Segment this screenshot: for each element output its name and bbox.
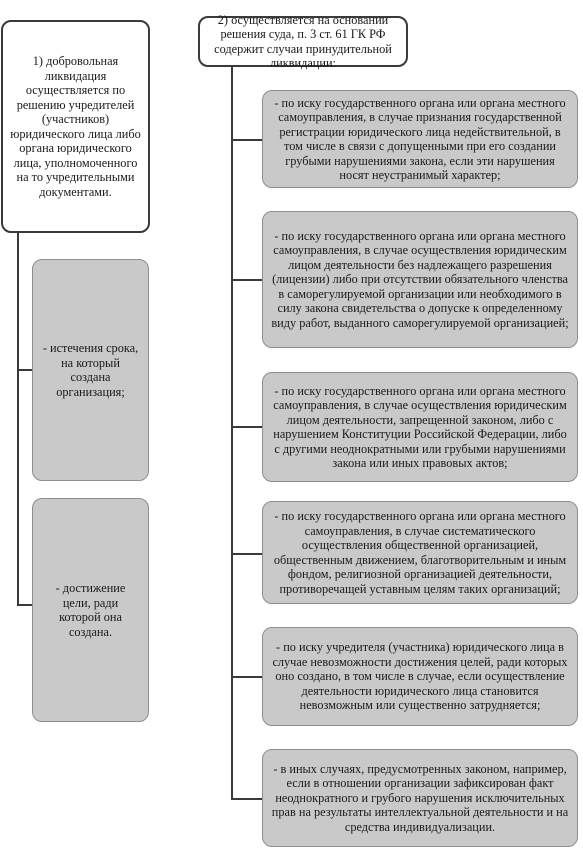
right-branch-line-1 (231, 139, 263, 141)
right-item-text-2: - по иску государственного органа или органа местного самоуправления, в случае осуществления юридическим лицом деятельности без надлежащего разрешения (лицензии) либо при отсутствии обязательного членства в саморегулируемой организации или необходимого в силу закона свидетельства о допуске к определенному виду работ, выданного саморегулируемой организацией; (271, 228, 569, 330)
right-item-box-3 (262, 372, 578, 482)
right-item-text-1: - по иску государственного органа или органа местного самоуправления, в случае признания государственной регистрации юридического лица недействительной, в том числе в связи с допущенными при его создании грубыми нарушениями закона, если эти нарушения носят неустранимый характер; (274, 95, 566, 182)
left-item-text-2: - достижение цели, ради которой она создана. (55, 581, 126, 639)
right-branch-line-6 (231, 798, 263, 800)
left-branch-line-2 (17, 604, 33, 606)
right-item-box-1 (262, 90, 578, 188)
left-trunk-line (17, 231, 19, 606)
left-item-box-2 (32, 498, 149, 722)
voluntary-liquidation-text: 1) добровольная ликвидация осуществляется по решению учредителей (участников) юридического лица либо органа юридического лица, уполномоченного на то учредительными документами. (10, 54, 141, 199)
right-item-text-6: - в иных случаях, предусмотренных законом, например, если в отношении организации зафиксирован факт неоднократного и грубого нарушения исключительных прав на результаты интеллектуальной деятельности и на средства индивидуализации. (271, 761, 569, 834)
right-item-box-2 (262, 211, 578, 348)
court-liquidation-text: 2) осуществляется на основании решения суда, п. 3 ст. 61 ГК РФ содержит случаи принудительной ликвидации: (214, 12, 392, 70)
voluntary-liquidation-box (1, 20, 150, 233)
right-item-text-5: - по иску учредителя (участника) юридического лица в случае невозможности достижения целей, ради которых оно создано, в том числе в случае, если осуществление деятельности юридического лица становится невозможным или существенно затрудняется; (272, 640, 568, 713)
right-branch-line-3 (231, 426, 263, 428)
right-item-text-4: - по иску государственного органа или органа местного самоуправления, в случае систематического осуществления общественной организацией, общественным движением, благотворительным и иным фондом, религиозной организацией деятельности, противоречащей уставным целям таких организаций; (273, 509, 567, 596)
right-branch-line-4 (231, 553, 263, 555)
left-branch-line-1 (17, 369, 33, 371)
right-trunk-line (231, 66, 233, 800)
right-item-box-6 (262, 749, 578, 847)
right-branch-line-2 (231, 279, 263, 281)
right-item-text-3: - по иску государственного органа или органа местного самоуправления, в случае осуществления юридическим лицом деятельности, запрещенной законом, либо с нарушением Конституции Российской Федерации, либо с другими неоднократными или грубыми нарушениями закона или иных правовых актов; (273, 383, 567, 470)
right-branch-line-5 (231, 676, 263, 678)
left-item-box-1 (32, 259, 149, 481)
left-item-text-1: - истечения срока, на который создана организация; (42, 341, 139, 399)
right-item-box-4 (262, 501, 578, 604)
right-item-box-5 (262, 627, 578, 726)
court-liquidation-box (198, 12, 408, 70)
